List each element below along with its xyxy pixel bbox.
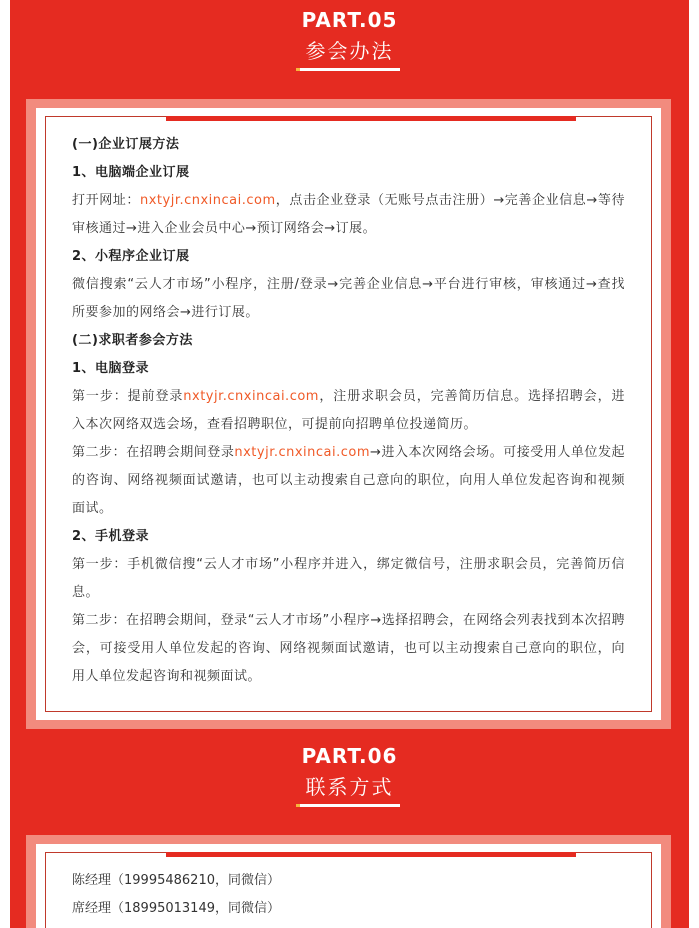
section05-content <box>46 117 651 691</box>
pc-step1-post: ，注册求职会员，完善简历信息。选择招聘会，进入本次网络双选会场，查看招聘职位，可提前向招聘单位投递简历。 <box>72 389 625 432</box>
heading-mobile-login: 2、手机登录 <box>72 529 150 544</box>
contact-item: 陈经理（19995486210，同微信） <box>72 873 280 888</box>
mobile-step2-text: 第二步：在招聘会期间，登录“云人才市场”小程序→选择招聘会，在网络会列表找到本次招聘会，可接受用人单位发起的咨询、网络视频面试邀请，也可以主动搜索自己意向的职位，向用人单位发起咨询和视频面试。 <box>72 613 625 684</box>
part05-label: PART.05 <box>301 8 398 32</box>
contact-item: 席经理（18995013149，同微信） <box>72 901 280 916</box>
pc-step1-link[interactable]: nxtyjr.cnxincai.com <box>183 389 319 404</box>
contact-card-topbar <box>166 852 576 857</box>
heading-pc-login: 1、电脑登录 <box>72 361 150 376</box>
mini-enterprise-text: 微信搜索“云人才市场”小程序，注册/登录→完善企业信息→平台进行审核，审核通过→查找所要参加的网络会→进行订展。 <box>72 277 625 320</box>
section05-card <box>26 99 671 729</box>
section05-card-frame <box>45 116 652 712</box>
pc-step2-text <box>72 439 625 523</box>
mobile-step1-text: 第一步：手机微信搜“云人才市场”小程序并进入，绑定微信号，注册求职会员，完善简历信息。 <box>72 557 625 600</box>
pc-step1-pre: 第一步：提前登录 <box>72 389 184 404</box>
contact-list <box>46 853 651 923</box>
part06-header <box>0 744 699 807</box>
part06-label: PART.06 <box>301 744 398 768</box>
section05-card-inner <box>36 108 661 720</box>
section05-card-topbar <box>166 116 576 121</box>
pc-step2-link[interactable]: nxtyjr.cnxincai.com <box>234 445 371 460</box>
pc-step2-post: →进入本次网络会场。可接受用人单位发起的咨询、网络视频面试邀请，也可以主动搜索自己意向的职位，向用人单位发起咨询和视频面试。 <box>72 445 625 516</box>
pc-enterprise-pre: 打开网址： <box>72 193 140 208</box>
part06-title: 联系方式 <box>305 775 394 799</box>
pc-enterprise-link[interactable]: nxtyjr.cnxincai.com <box>139 193 276 208</box>
contact-card-frame <box>45 852 652 928</box>
contact-card <box>26 835 671 928</box>
part06-title-underline <box>300 804 400 807</box>
pc-enterprise-text <box>72 187 625 243</box>
pc-step1-text <box>72 383 625 439</box>
contact-card-inner <box>36 844 661 928</box>
heading-mini-enterprise: 2、小程序企业订展 <box>72 249 190 264</box>
heading-enterprise: (一)企业订展方法 <box>72 137 180 152</box>
part05-title-underline <box>300 68 400 71</box>
part05-header <box>0 8 699 71</box>
part05-title: 参会办法 <box>305 39 394 63</box>
heading-jobseeker: (二)求职者参会方法 <box>72 333 193 348</box>
pc-step2-pre: 第二步：在招聘会期间登录 <box>72 445 235 460</box>
pc-enterprise-post: ，点击企业登录（无账号点击注册）→完善企业信息→等待审核通过→进入企业会员中心→预订网络会→订展。 <box>72 193 625 236</box>
heading-pc-enterprise: 1、电脑端企业订展 <box>72 165 190 180</box>
